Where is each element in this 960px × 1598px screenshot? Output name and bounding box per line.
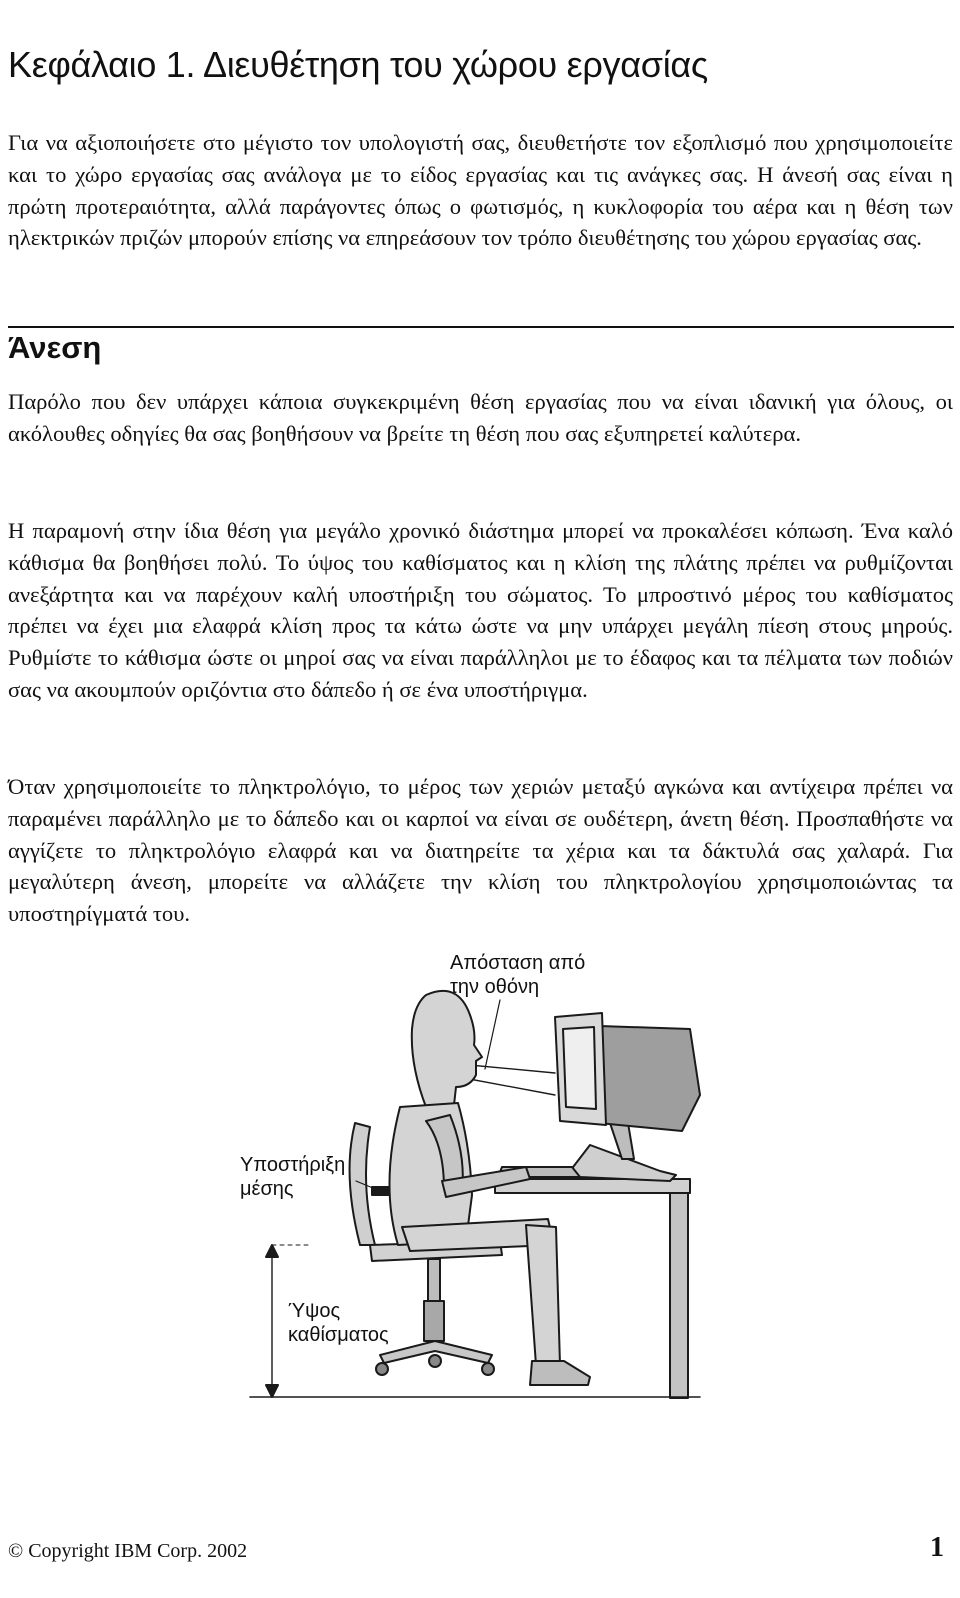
page-number: 1	[930, 1532, 944, 1563]
chair-column	[428, 1259, 440, 1303]
screen-distance-label-line2: την οθόνη	[450, 976, 540, 998]
comfort-paragraph-1: Παρόλο που δεν υπάρχει κάποια συγκεκριμένη θέση εργασίας που να είναι ιδανική για όλους, οι ακόλουθες οδηγίες θα σας βοηθήσουν να βρείτε τη θέση που σας εξυπηρετεί καλύτερα.	[8, 389, 953, 446]
desk-leg	[670, 1193, 688, 1398]
copyright-notice: © Copyright IBM Corp. 2002	[8, 1540, 248, 1562]
chapter-title: Κεφάλαιο 1. Διευθέτηση του χώρου εργασίας	[8, 44, 708, 85]
screen-distance-label	[450, 951, 585, 999]
person-foot	[530, 1361, 590, 1385]
monitor-screen	[563, 1027, 596, 1109]
lumbar-support-label-line2: μέσης	[240, 1178, 294, 1200]
person-head	[412, 991, 482, 1107]
seat-height-label-line2: καθίσματος	[288, 1324, 389, 1346]
lumbar-support-label-line1: Υποστήριξη	[240, 1154, 346, 1176]
distance-leader	[485, 1000, 500, 1069]
section-divider	[8, 326, 954, 328]
lumbar-support-label	[240, 1153, 345, 1201]
person-lower-leg	[526, 1225, 560, 1365]
section-title: Άνεση	[8, 330, 102, 365]
comfort-paragraph-2: Η παραμονή στην ίδια θέση για μεγάλο χρονικό διάστημα μπορεί να προκαλέσει κόπωση. Ένα καλό κάθισμα θα βοηθήσει πολύ. Το ύψος του καθίσματος και η κλίση της πλάτης πρέπει να ρυθμίζονται ανεξάρτητα και να παρέχουν καλή υποστήριξη του σώματος. Το μπροστινό μέρος του καθίσματος πρέπει να έχει μια ελαφρά κλίση προς τα κάτω ώστε να μην υπάρχει μεγάλη πίεση στους μηρούς. Ρυθμίστε το κάθισμα ώστε οι μηροί σας να είναι παράλληλοι με το έδαφος και τα πέλματα των ποδιών σας να ακουμπούν οριζόντια στο δάπεδο ή σε ένα υποστήριγμα.	[8, 518, 953, 702]
comfort-paragraph-3: Όταν χρησιμοποιείτε το πληκτρολόγιο, το μέρος των χεριών μεταξύ αγκώνα και αντίχειρα πρέπει να παραμένει παράλληλο με το δάπεδο και οι καρποί να είναι σε ουδέτερη, άνετη θέση. Προσπαθήστε να αγγίζετε το πληκτρολόγιο ελαφρά και να διατηρείτε τα χέρια και τα δάκτυλά σας χαλαρά. Για μεγαλύτερη άνεση, μπορείτε να αλλάζετε την κλίση του πληκτρολογίου χρησιμοποιώντας τα υποστηρίγματά του.	[8, 774, 953, 927]
seat-height-label-line1: Ύψος	[288, 1300, 341, 1322]
seat-height-label	[288, 1299, 389, 1347]
intro-paragraph: Για να αξιοποιήσετε στο μέγιστο τον υπολογιστή σας, διευθετήστε τον εξοπλισμό που χρησιμοποιείτε και το χώρο εργασίας σας ανάλογα με το είδος εργασίας και τις ανάγκες σας. Η άνεσή σας είναι η πρώτη προτεραιότητα, αλλά παράγοντες όπως ο φωτισμός, η κυκλοφορία του αέρα και η θέση των ηλεκτρικών πριζών μπορούν επίσης να επηρεάσουν τον τρόπο διευθέτησης του χώρου εργασίας σας.	[8, 130, 953, 251]
workstation-illustration	[230, 945, 710, 1415]
screen-distance-label-line1: Απόσταση από	[450, 952, 586, 974]
